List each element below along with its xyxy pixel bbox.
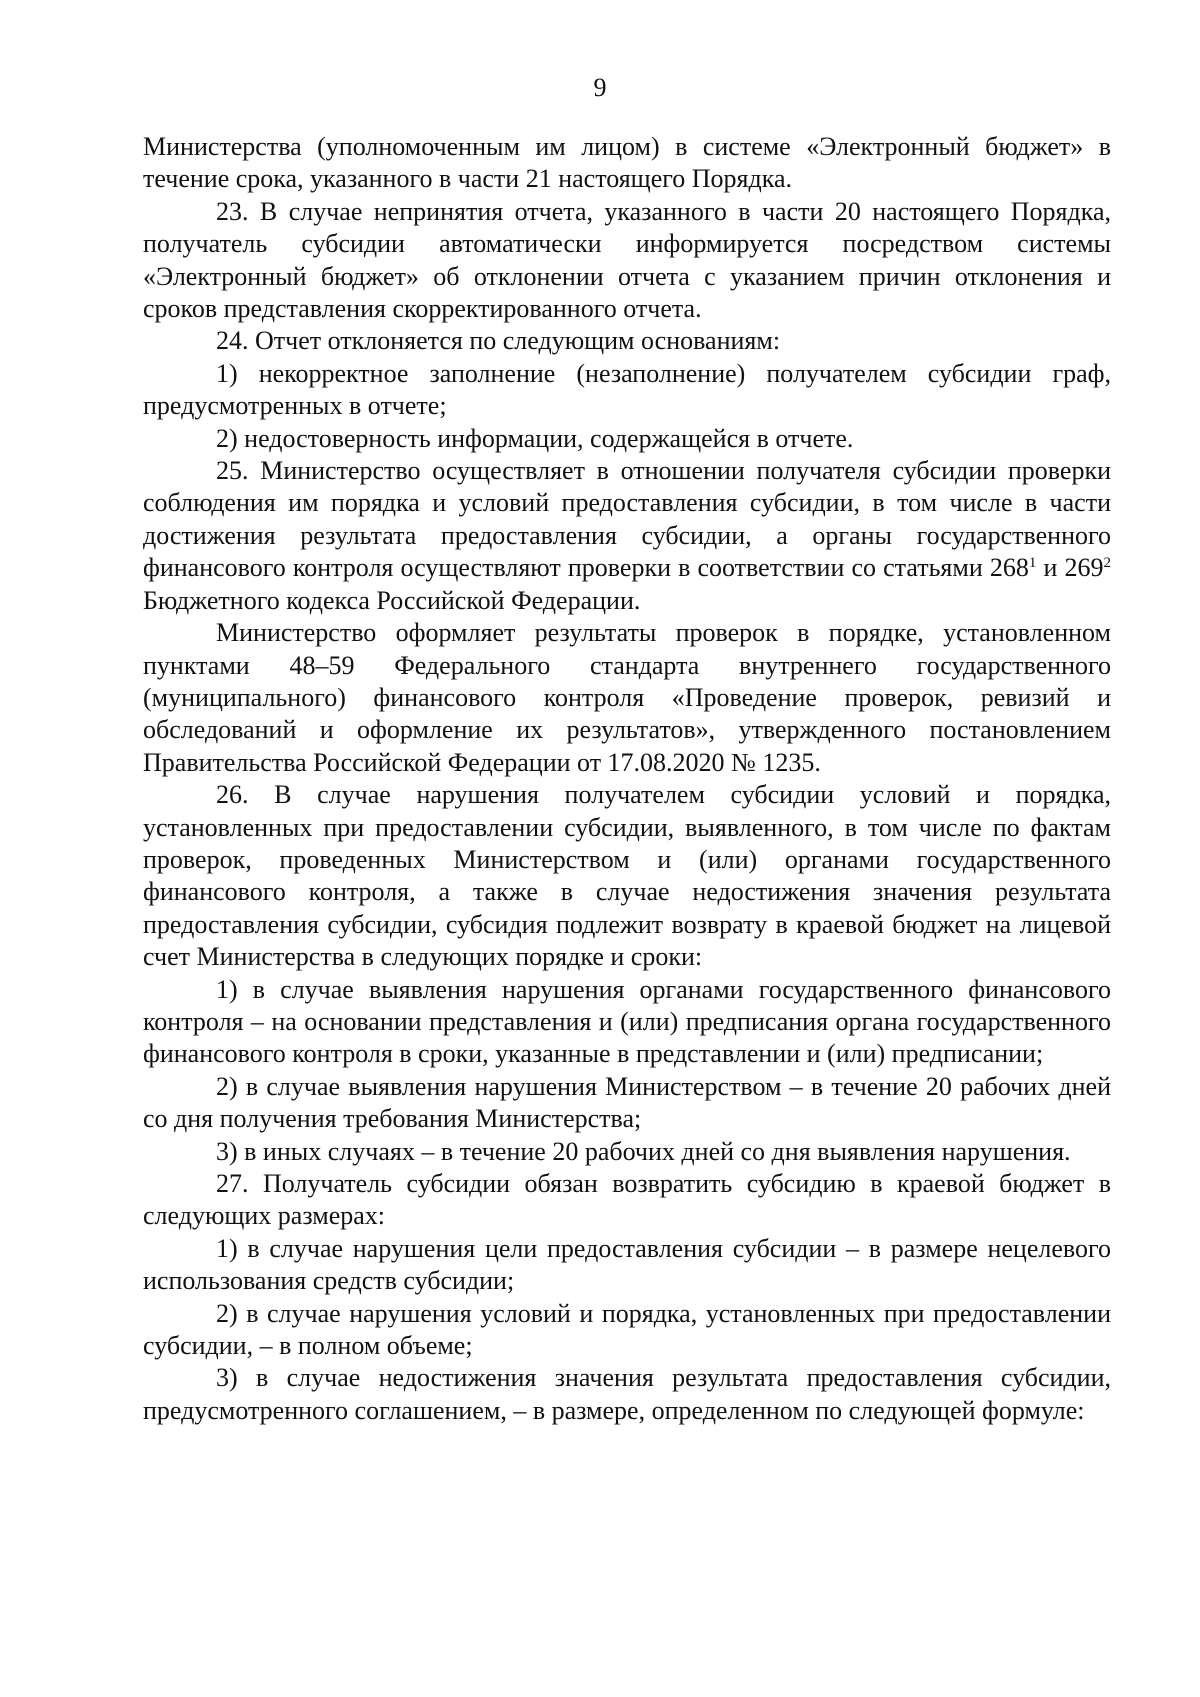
paragraph-25-results: Министерство оформляет результаты проверок в порядке, установленном пунктами 48–59 Федерального стандарта внутреннего государственного (муниципального) финансового контроля «Проведение проверок, ревизий и обследований и оформление их результатов», утвержденного постановлением Правительства Российской Федерации от 17.08.2020 № 1235. bbox=[143, 618, 1111, 777]
paragraph-27: 27. Получатель субсидии обязан возвратить субсидию в краевой бюджет в следующих размерах: bbox=[143, 1169, 1111, 1231]
paragraph-24: 24. Отчет отклоняется по следующим основаниям: bbox=[216, 326, 781, 356]
page-number: 9 bbox=[593, 73, 607, 102]
paragraph-25 bbox=[143, 455, 1111, 617]
paragraph-26-item-1: 1) в случае выявления нарушения органами государственного финансового контроля – на основании представления и (или) предписания органа государственного финансового контроля в сроки, указанные в представлении и (или) предписании; bbox=[143, 974, 1111, 1069]
document-body bbox=[143, 131, 1111, 1427]
paragraph-26: 26. В случае нарушения получателем субсидии условий и порядка, установленных при предоставлении субсидии, выявленного, в том числе по фактам проверок, проведенных Министерством и (или) органами государственного финансового контроля, а также в случае недостижения значения результата предоставления субсидии, субсидия подлежит возврату в краевой бюджет на лицевой счет Министерства в следующих порядке и сроки: bbox=[143, 780, 1111, 972]
paragraph-27-item-1: 1) в случае нарушения цели предоставления субсидии – в размере нецелевого использования средств субсидии; bbox=[143, 1233, 1111, 1296]
paragraph-27-item-2: 2) в случае нарушения условий и порядка, установленных при предоставлении субсидии, – в полном объеме; bbox=[143, 1298, 1111, 1361]
paragraph-27-item-3: 3) в случае недостижения значения результата предоставления субсидии, предусмотренного соглашением, – в размере, определенном по следующей формуле: bbox=[143, 1363, 1111, 1425]
paragraph-26-item-3: 3) в иных случаях – в течение 20 рабочих дней со дня выявления нарушения. bbox=[216, 1136, 1071, 1166]
paragraph-25-text-end: Бюджетного кодекса Российской Федерации. bbox=[143, 585, 641, 615]
paragraph-26-item-2: 2) в случае выявления нарушения Министерством – в течение 20 рабочих дней со дня получения требования Министерства; bbox=[143, 1071, 1111, 1134]
paragraph-25-text-middle: и 269 bbox=[1036, 553, 1104, 583]
paragraph-24-item-2: 2) недостоверность информации, содержащейся в отчете. bbox=[216, 423, 854, 453]
paragraph-24-item-1: 1) некорректное заполнение (незаполнение) получателем субсидии граф, предусмотренных в отчете; bbox=[143, 358, 1111, 421]
paragraph-23: 23. В случае непринятия отчета, указанного в части 20 настоящего Порядка, получатель субсидии автоматически информируется посредством системы «Электронный бюджет» об отклонении отчета с указанием причин отклонения и сроков представления скорректированного отчета. bbox=[143, 196, 1111, 324]
paragraph-25-text-start: 25. Министерство осуществляет в отношении получателя субсидии проверки соблюдения им порядка и условий предоставления субсидии, в том числе в части достижения результата предоставления субсидии, а органы государственного финансового контроля осуществляют проверки в соответствии со статьями 268 bbox=[143, 456, 1111, 583]
superscript-1: 1 bbox=[1028, 555, 1037, 572]
paragraph-continuation: Министерства (уполномоченным им лицом) в системе «Электронный бюджет» в течение срока, указанного в части 21 настоящего Порядка. bbox=[143, 132, 1111, 194]
superscript-2: 2 bbox=[1103, 555, 1111, 572]
